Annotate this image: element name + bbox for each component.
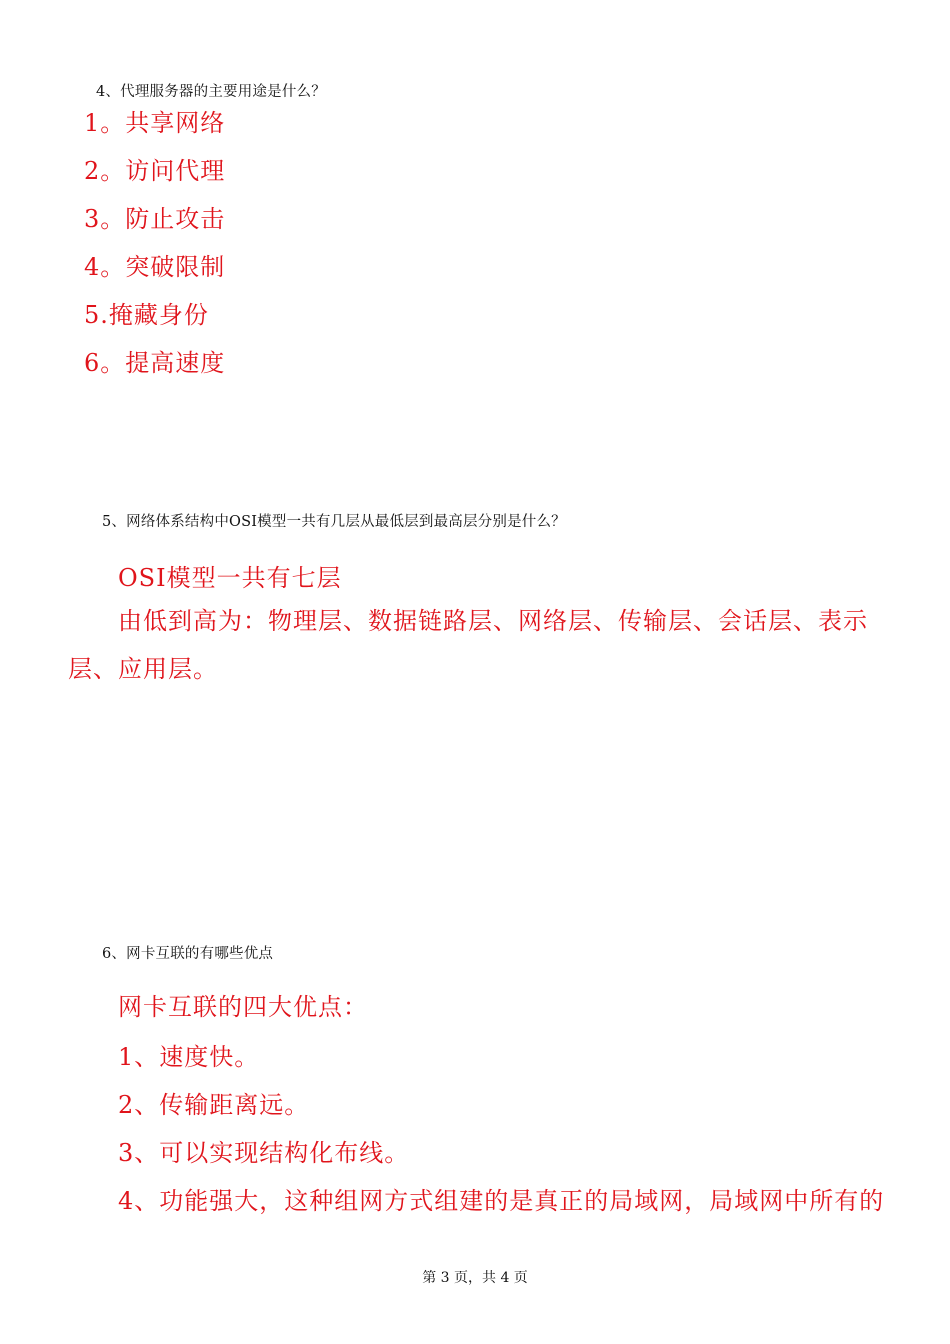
q4-answer-6: 6。提高速度	[84, 349, 226, 377]
page-footer: 第 3 页，共 4 页	[422, 1270, 528, 1286]
q5-answer-line-2: 由低到高为：物理层、数据链路层、网络层、传输层、会话层、表示层、应用层。	[68, 607, 868, 683]
q4-answer-3: 3。防止攻击	[84, 205, 226, 233]
q4-answer-1: 1。共享网络	[84, 109, 226, 137]
q4-answer-4: 4。突破限制	[84, 253, 226, 281]
q6-answer-intro: 网卡互联的四大优点：	[118, 993, 368, 1021]
question-6-title: 6、网卡互联的有哪些优点	[102, 946, 274, 962]
question-4-title: 4、代理服务器的主要用途是什么？	[96, 84, 326, 100]
q4-answer-5: 5.掩藏身份	[84, 301, 209, 329]
q6-answer-4: 4、功能强大，这种组网方式组建的是真正的局域网，局域网中所有的	[118, 1187, 885, 1215]
q4-answer-2: 2。访问代理	[84, 157, 226, 185]
q6-answer-1: 1、速度快。	[118, 1043, 260, 1071]
q5-answer-line-1: OSI模型一共有七层	[118, 564, 342, 592]
q6-answer-2: 2、传输距离远。	[118, 1091, 310, 1119]
q6-answer-3: 3、可以实现结构化布线。	[118, 1139, 410, 1167]
question-5-title: 5、网络体系结构中OSI模型一共有几层从最低层到最高层分别是什么？	[102, 514, 566, 530]
